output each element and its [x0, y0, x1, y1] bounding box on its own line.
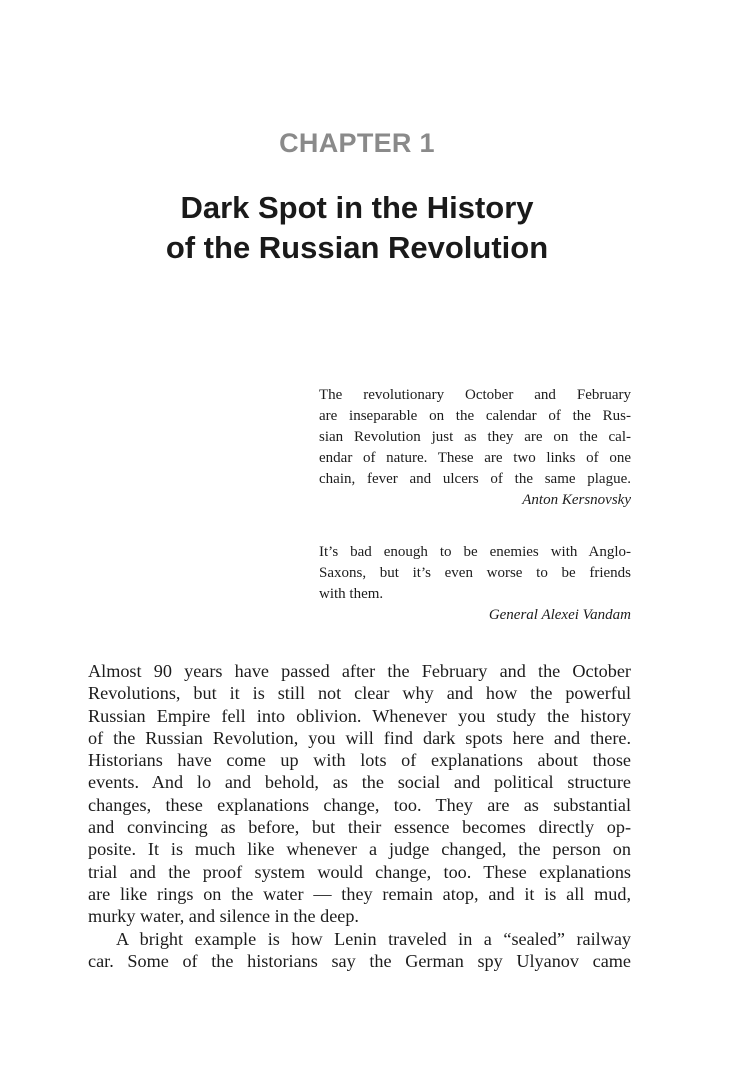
body-line: Almost 90 years have passed after the February and the October [88, 661, 631, 681]
body-line: are like rings on the water — they remain atop, and it is all mud, [88, 883, 631, 904]
body-line: changes, these explanations change, too. They are as substantial [88, 794, 631, 815]
chapter-title [0, 188, 714, 268]
body-line: Russian Empire fell into oblivion. Whenever you study the history [88, 705, 631, 726]
body-line: car. Some of the historians say the German spy Ulyanov came [88, 950, 631, 971]
epigraph-kersnovsky [319, 385, 631, 511]
chapter-title-line: of the Russian Revolution [165, 230, 549, 265]
epigraph-vandam [319, 542, 631, 626]
epigraph-line: endar of nature. These are two links of one [319, 450, 631, 466]
body-line: murky water, and silence in the deep. [88, 906, 359, 927]
epigraph-line: sian Revolution just as they are on the cal- [319, 429, 631, 445]
body-line: A bright example is how Lenin traveled in a “sealed” railway [116, 928, 631, 949]
body-line: posite. It is much like whenever a judge changed, the person on [88, 839, 631, 860]
body-line: and convincing as before, but their essence becomes directly op- [88, 817, 631, 838]
epigraph-line: with them. [319, 586, 384, 602]
chapter-number: CHAPTER 1 [279, 128, 435, 158]
chapter-title-line: Dark Spot in the History [180, 190, 534, 225]
body-line: of the Russian Revolution, you will find dark spots here and there. [88, 727, 631, 748]
epigraph-line: chain, fever and ulcers of the same plague. [319, 471, 631, 487]
body-line: trial and the proof system would change, too. These explanations [88, 861, 631, 882]
epigraph-line: It’s bad enough to be enemies with Anglo- [319, 544, 631, 560]
epigraph-attribution: Anton Kersnovsky [522, 492, 631, 508]
epigraph-attribution: General Alexei Vandam [488, 607, 631, 623]
epigraph-line: are inseparable on the calendar of the Rus- [319, 408, 631, 424]
epigraph-line: Saxons, but it’s even worse to be friends [319, 565, 631, 581]
body-line: events. And lo and behold, as the social and political structure [88, 772, 631, 793]
epigraph-line: The revolutionary October and February [319, 387, 631, 403]
body-line: Historians have come up with lots of explanations about those [88, 750, 631, 771]
body-line: Revolutions, but it is still not clear why and how the powerful [88, 683, 631, 704]
body-text [88, 660, 631, 972]
